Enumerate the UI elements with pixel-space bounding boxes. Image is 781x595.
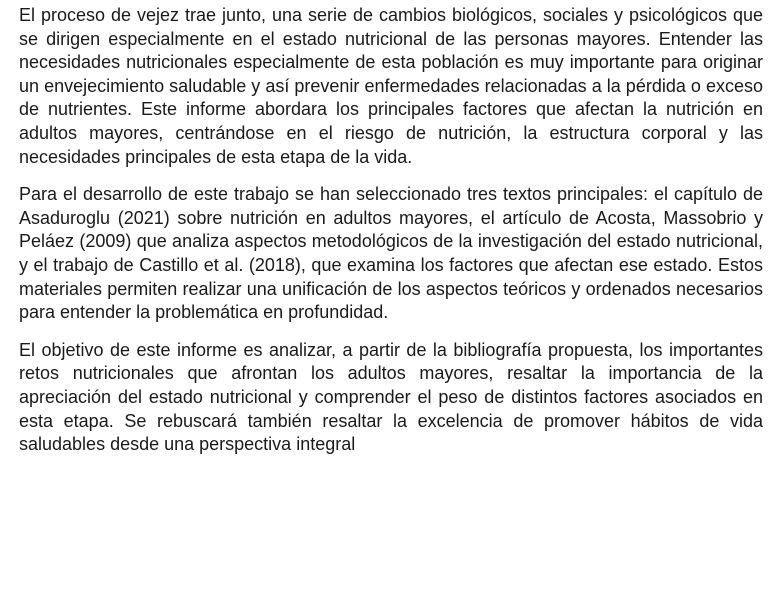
paragraph-sources: Para el desarrollo de este trabajo se han seleccionado tres textos principales: el capítulo de Asaduroglu (2021) sobre nutrición en adultos mayores, el artículo de Acosta, Massobrio y Peláez (2009) que analiza aspectos metodológicos de la investigación del estado nutricional, y el trabajo de Castillo et al. (2018), que examina los factores que afectan ese estado. Estos materiales permiten realizar una unificación de los aspectos teóricos y ordenados necesarios para entender la problemática en profundidad.	[19, 184, 763, 323]
paragraph-objective: El objetivo de este informe es analizar, a partir de la bibliografía propuesta, los importantes retos nutricionales que afrontan los adultos mayores, resaltar la importancia de la apreciación del estado nutricional y comprender el peso de distintos factores asociados en esta etapa. Se rebuscará también resaltar la excelencia de promover hábitos de vida saludables desde una perspectiva integral	[19, 339, 763, 455]
paragraph-introduction: El proceso de vejez trae junto, una serie de cambios biológicos, sociales y psicológicos que se dirigen especialmente en el estado nutricional de las personas mayores. Entender las necesidades nutricionales especialmente de esta población es muy importante para originar un envejecimiento saludable y así prevenir enfermedades relacionadas a la pérdida o exceso de nutrientes. Este informe abordara los principales factores que afectan la nutrición en adultos mayores, centrándose en el riesgo de nutrición, la estructura corporal y las necesidades principales de esta etapa de la vida.	[19, 5, 763, 167]
document-body	[19, 4, 763, 457]
